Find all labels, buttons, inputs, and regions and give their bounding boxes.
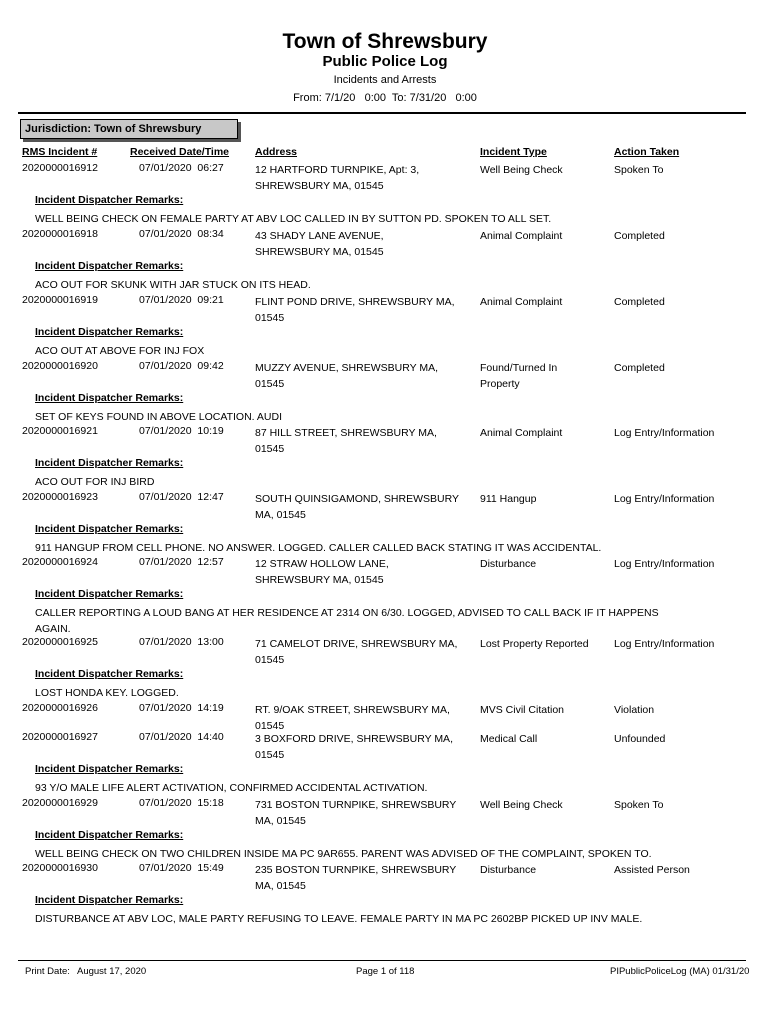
col-header-action: Action Taken <box>614 146 680 158</box>
incident-type: MVS Civil Citation <box>480 704 565 716</box>
received-datetime: 07/01/2020 09:42 <box>139 360 224 372</box>
action-taken: Spoken To <box>614 799 664 811</box>
rms-incident-number: 2020000016920 <box>22 360 98 372</box>
incident-address: 3 BOXFORD DRIVE, SHREWSBURY MA, 01545 <box>255 733 453 761</box>
dispatcher-remarks: ACO OUT FOR SKUNK WITH JAR STUCK ON ITS HEAD. <box>35 279 311 291</box>
page-number: Page 1 of 118 <box>356 966 415 977</box>
action-taken: Completed <box>614 362 665 374</box>
log-subtitle: Incidents and Arrests <box>333 74 437 86</box>
col-header-rms: RMS Incident # <box>22 146 98 158</box>
dispatcher-remarks: 911 HANGUP FROM CELL PHONE. NO ANSWER. LOGGED. CALLER CALLED BACK STATING IT WAS ACCIDENTAL. <box>35 542 602 554</box>
remarks-label: Incident Dispatcher Remarks: <box>35 588 184 600</box>
action-taken: Completed <box>614 296 665 308</box>
incident-address: RT. 9/OAK STREET, SHREWSBURY MA, 01545 <box>255 704 450 732</box>
remarks-label: Incident Dispatcher Remarks: <box>35 668 184 680</box>
incident-address: 731 BOSTON TURNPIKE, SHREWSBURY MA, 01545 <box>255 799 457 827</box>
incident-address: SOUTH QUINSIGAMOND, SHREWSBURY MA, 01545 <box>255 493 459 521</box>
received-datetime: 07/01/2020 12:57 <box>139 556 224 568</box>
rms-incident-number: 2020000016918 <box>22 228 98 240</box>
rms-incident-number: 2020000016926 <box>22 702 98 714</box>
action-taken: Log Entry/Information <box>614 558 715 570</box>
dispatcher-remarks: DISTURBANCE AT ABV LOC, MALE PARTY REFUSING TO LEAVE. FEMALE PARTY IN MA PC 2602BP PICKED UP INV MALE. <box>35 913 643 925</box>
rms-incident-number: 2020000016924 <box>22 556 98 568</box>
rms-incident-number: 2020000016927 <box>22 731 98 743</box>
remarks-label: Incident Dispatcher Remarks: <box>35 523 184 535</box>
header-rule <box>18 112 746 114</box>
remarks-label: Incident Dispatcher Remarks: <box>35 194 184 206</box>
action-taken: Completed <box>614 230 665 242</box>
dispatcher-remarks: WELL BEING CHECK ON FEMALE PARTY AT ABV LOC CALLED IN BY SUTTON PD. SPOKEN TO ALL SET. <box>35 213 552 225</box>
dispatcher-remarks: ACO OUT AT ABOVE FOR INJ FOX <box>35 345 205 357</box>
incident-address: FLINT POND DRIVE, SHREWSBURY MA, 01545 <box>255 296 455 324</box>
action-taken: Spoken To <box>614 164 664 176</box>
incident-type: Disturbance <box>480 864 537 876</box>
incident-address: 12 HARTFORD TURNPIKE, Apt: 3, SHREWSBURY MA, 01545 <box>255 164 420 192</box>
incident-type: Disturbance <box>480 558 537 570</box>
received-datetime: 07/01/2020 10:19 <box>139 425 224 437</box>
dispatcher-remarks: 93 Y/O MALE LIFE ALERT ACTIVATION, CONFIRMED ACCIDENTAL ACTIVATION. <box>35 782 428 794</box>
incident-type: Lost Property Reported <box>480 638 589 650</box>
incident-address: 71 CAMELOT DRIVE, SHREWSBURY MA, 01545 <box>255 638 458 666</box>
action-taken: Assisted Person <box>614 864 690 876</box>
incident-address: 87 HILL STREET, SHREWSBURY MA, 01545 <box>255 427 437 455</box>
received-datetime: 07/01/2020 08:34 <box>139 228 224 240</box>
action-taken: Unfounded <box>614 733 666 745</box>
action-taken: Log Entry/Information <box>614 427 715 439</box>
jurisdiction-banner: Jurisdiction: Town of Shrewsbury <box>20 119 238 139</box>
incident-address: 235 BOSTON TURNPIKE, SHREWSBURY MA, 01545 <box>255 864 457 892</box>
rms-incident-number: 2020000016921 <box>22 425 98 437</box>
received-datetime: 07/01/2020 15:18 <box>139 797 224 809</box>
received-datetime: 07/01/2020 12:47 <box>139 491 224 503</box>
print-date: August 17, 2020 <box>77 966 147 977</box>
incident-type: Animal Complaint <box>480 296 563 308</box>
incident-address: 43 SHADY LANE AVENUE, SHREWSBURY MA, 01545 <box>255 230 384 258</box>
incident-type: Well Being Check <box>480 799 563 811</box>
received-datetime: 07/01/2020 15:49 <box>139 862 224 874</box>
date-range: From: 7/1/20 0:00 To: 7/31/20 0:00 <box>293 92 477 104</box>
dispatcher-remarks: SET OF KEYS FOUND IN ABOVE LOCATION. AUDI <box>35 411 282 423</box>
action-taken: Log Entry/Information <box>614 638 715 650</box>
incident-type: Well Being Check <box>480 164 563 176</box>
remarks-label: Incident Dispatcher Remarks: <box>35 829 184 841</box>
rms-incident-number: 2020000016929 <box>22 797 98 809</box>
rms-incident-number: 2020000016923 <box>22 491 98 503</box>
col-header-address: Address <box>255 146 298 158</box>
received-datetime: 07/01/2020 14:19 <box>139 702 224 714</box>
footer-rule <box>18 960 746 961</box>
town-title: Town of Shrewsbury <box>282 30 488 53</box>
dispatcher-remarks: LOST HONDA KEY. LOGGED. <box>35 687 179 699</box>
log-title: Public Police Log <box>322 53 448 70</box>
incident-address: 12 STRAW HOLLOW LANE, SHREWSBURY MA, 01545 <box>255 558 389 586</box>
remarks-label: Incident Dispatcher Remarks: <box>35 326 184 338</box>
remarks-label: Incident Dispatcher Remarks: <box>35 763 184 775</box>
action-taken: Violation <box>614 704 655 716</box>
report-id: PIPublicPoliceLog (MA) 01/31/20 <box>610 966 750 977</box>
received-datetime: 07/01/2020 14:40 <box>139 731 224 743</box>
dispatcher-remarks: CALLER REPORTING A LOUD BANG AT HER RESIDENCE AT 2314 ON 6/30. LOGGED, ADVISED TO CALL BACK IF IT HAPPENS AGAIN. <box>35 607 659 635</box>
dispatcher-remarks: WELL BEING CHECK ON TWO CHILDREN INSIDE MA PC 9AR655. PARENT WAS ADVISED OF THE COMPLAINT, SPOKEN TO. <box>35 848 652 860</box>
col-header-received: Received Date/Time <box>130 146 230 158</box>
rms-incident-number: 2020000016925 <box>22 636 98 648</box>
incident-address: MUZZY AVENUE, SHREWSBURY MA, 01545 <box>255 362 439 390</box>
incident-type: Animal Complaint <box>480 230 563 242</box>
received-datetime: 07/01/2020 06:27 <box>139 162 224 174</box>
remarks-label: Incident Dispatcher Remarks: <box>35 457 184 469</box>
received-datetime: 07/01/2020 09:21 <box>139 294 224 306</box>
rms-incident-number: 2020000016919 <box>22 294 98 306</box>
rms-incident-number: 2020000016930 <box>22 862 98 874</box>
print-date-label: Print Date: <box>25 966 70 977</box>
dispatcher-remarks: ACO OUT FOR INJ BIRD <box>35 476 155 488</box>
col-header-type: Incident Type <box>480 146 547 158</box>
remarks-label: Incident Dispatcher Remarks: <box>35 392 184 404</box>
received-datetime: 07/01/2020 13:00 <box>139 636 224 648</box>
incident-type: Animal Complaint <box>480 427 563 439</box>
action-taken: Log Entry/Information <box>614 493 715 505</box>
remarks-label: Incident Dispatcher Remarks: <box>35 894 184 906</box>
remarks-label: Incident Dispatcher Remarks: <box>35 260 184 272</box>
rms-incident-number: 2020000016912 <box>22 162 98 174</box>
incident-type: 911 Hangup <box>480 493 537 505</box>
incident-type: Medical Call <box>480 733 538 745</box>
incident-type: Found/Turned In Property <box>480 362 558 390</box>
